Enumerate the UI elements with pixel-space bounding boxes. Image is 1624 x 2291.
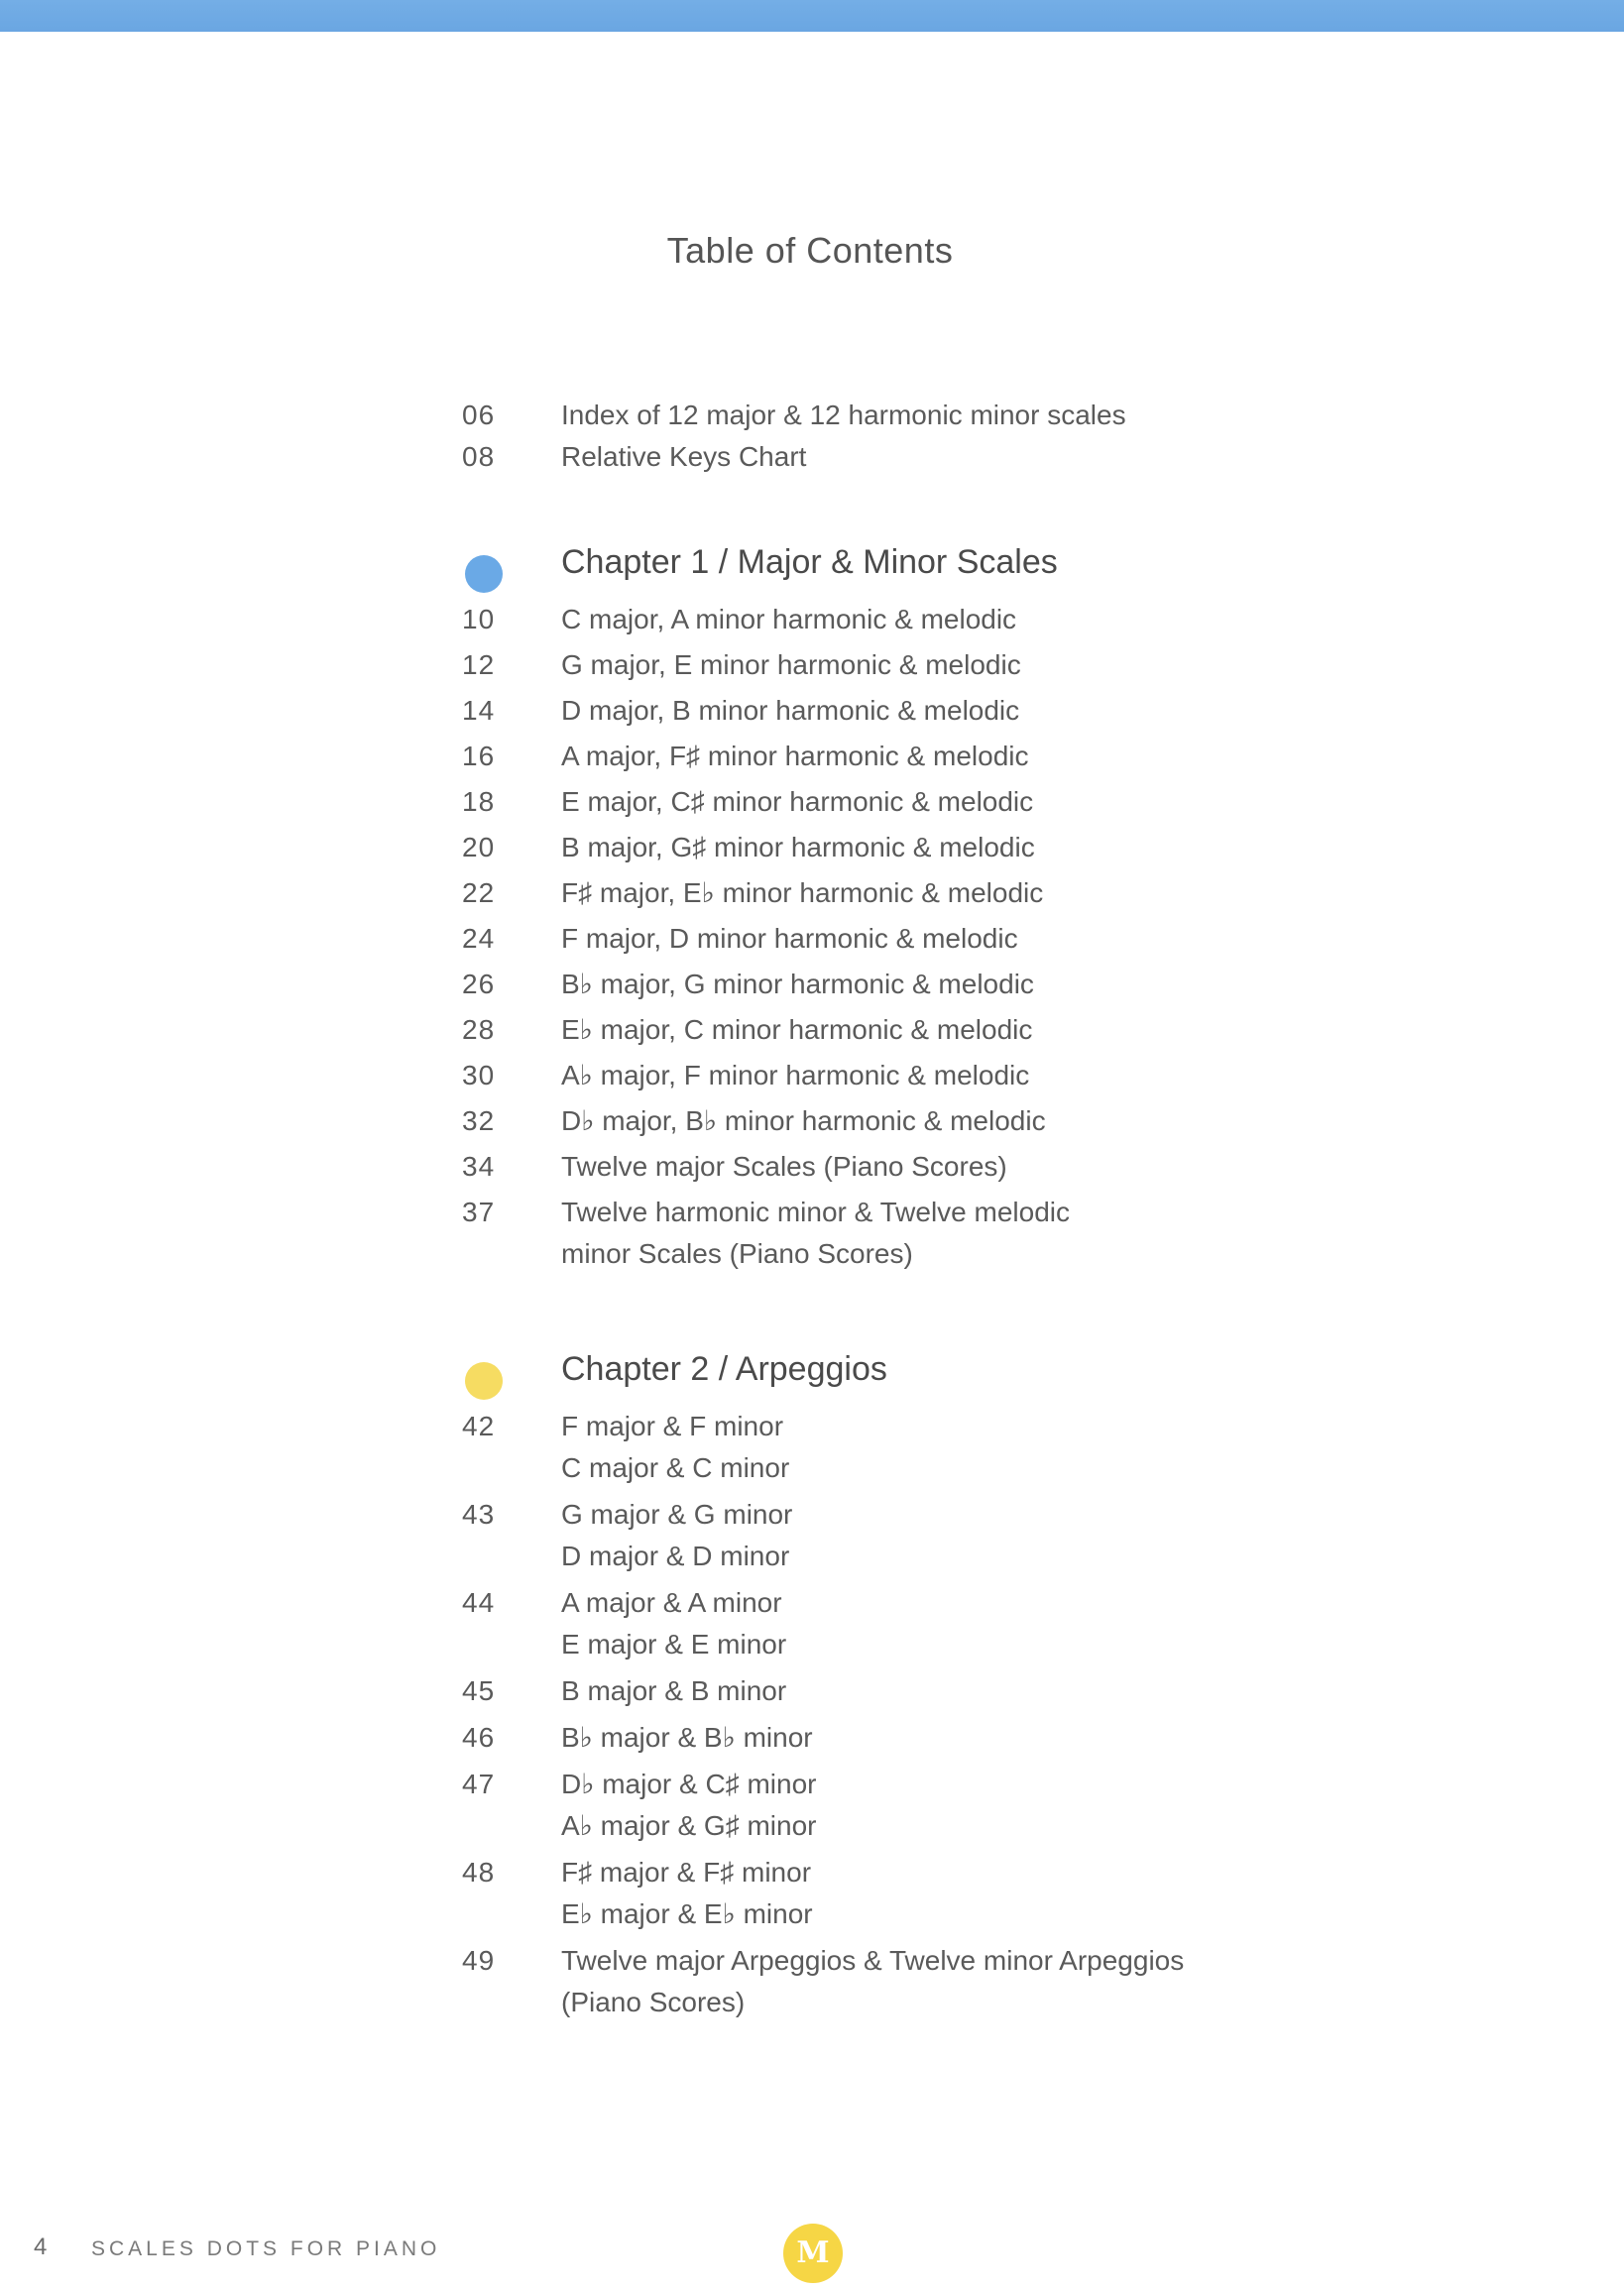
toc-entry-line: Relative Keys Chart (561, 441, 807, 472)
toc-entry-title (561, 872, 1255, 914)
toc-entry-line: A♭ major, F minor harmonic & melodic (561, 1060, 1030, 1090)
toc-entry-page-number: 49 (462, 1945, 496, 1976)
toc-entry-title (561, 1406, 1255, 1489)
chapter-title[interactable]: Chapter 1 / Major & Minor Scales (561, 543, 1058, 581)
toc-entry-line: F♯ major & F♯ minor (561, 1857, 812, 1888)
toc-entry-line: F♯ major, E♭ minor harmonic & melodic (561, 877, 1044, 908)
toc-entry-page-number: 28 (462, 1014, 496, 1045)
toc-entry-page-number: 46 (462, 1722, 496, 1753)
toc-entry-title (561, 1100, 1255, 1142)
toc-entry-line: F major, D minor harmonic & melodic (561, 923, 1018, 954)
toc-entry-title (561, 736, 1255, 777)
toc-entry-title (561, 1717, 1255, 1759)
top-color-band (0, 0, 1624, 32)
toc-entry-title (561, 827, 1255, 868)
toc-entry-page-number: 14 (462, 695, 496, 726)
toc-entry-line: E major & E minor (561, 1629, 787, 1660)
chapter-color-dot (465, 1362, 503, 1400)
toc-entry-page-number: 22 (462, 877, 496, 908)
toc-entry-line: E♭ major, C minor harmonic & melodic (561, 1014, 1033, 1045)
toc-entry-title (561, 436, 1255, 478)
toc-entry-line: C major, A minor harmonic & melodic (561, 604, 1017, 634)
toc-entry-line: A♭ major & G♯ minor (561, 1810, 817, 1841)
publisher-logo: M (783, 2224, 843, 2283)
toc-entry-title (561, 1852, 1255, 1935)
toc-entry-line: E major, C♯ minor harmonic & melodic (561, 786, 1034, 817)
toc-entry-line: F major & F minor (561, 1411, 784, 1441)
toc-entry-title (561, 1582, 1255, 1665)
toc-entry-page-number: 16 (462, 741, 496, 771)
toc-entry-line: D♭ major, B♭ minor harmonic & melodic (561, 1105, 1046, 1136)
toc-entry-title (561, 395, 1255, 436)
toc-entry-title (561, 781, 1255, 823)
toc-entry-page-number: 06 (462, 400, 496, 430)
toc-entry-page-number: 48 (462, 1857, 496, 1888)
toc-entry-line: B major & B minor (561, 1675, 787, 1706)
toc-entry-title (561, 1009, 1255, 1051)
toc-entry-line: Index of 12 major & 12 harmonic minor scales (561, 400, 1126, 430)
toc-entry-title (561, 1940, 1255, 2023)
chapter-color-dot (465, 555, 503, 593)
toc-entry-line: Twelve major Arpeggios & Twelve minor Arpeggios (561, 1945, 1185, 1976)
toc-entry-page-number: 37 (462, 1197, 496, 1227)
toc-entry-page-number: 20 (462, 832, 496, 862)
toc-entry-line: minor Scales (Piano Scores) (561, 1238, 913, 1269)
toc-entry-page-number: 44 (462, 1587, 496, 1618)
toc-entry-line: D major, B minor harmonic & melodic (561, 695, 1020, 726)
toc-entry-line: D♭ major & C♯ minor (561, 1769, 817, 1799)
toc-entry-title (561, 1192, 1255, 1275)
toc-entry-line: E♭ major & E♭ minor (561, 1898, 813, 1929)
toc-entry-line: A major, F♯ minor harmonic & melodic (561, 741, 1029, 771)
toc-entry-line: Twelve major Scales (Piano Scores) (561, 1151, 1007, 1182)
toc-entry-page-number: 43 (462, 1499, 496, 1530)
toc-entry-line: B♭ major, G minor harmonic & melodic (561, 969, 1034, 999)
toc-entry-page-number: 12 (462, 649, 496, 680)
toc-entry-line: Twelve harmonic minor & Twelve melodic (561, 1197, 1071, 1227)
toc-entry-page-number: 32 (462, 1105, 496, 1136)
toc-entry-page-number: 24 (462, 923, 496, 954)
toc-entry-line: C major & C minor (561, 1452, 790, 1483)
toc-entry-title (561, 1494, 1255, 1577)
toc-entry-page-number: 47 (462, 1769, 496, 1799)
toc-entry-title (561, 918, 1255, 960)
toc-entry-line: B♭ major & B♭ minor (561, 1722, 813, 1753)
toc-entry-title (561, 1055, 1255, 1096)
toc-entry-page-number: 30 (462, 1060, 496, 1090)
footer-book-title: SCALES DOTS FOR PIANO (91, 2237, 441, 2260)
toc-entry-title (561, 1146, 1255, 1188)
toc-entry-page-number: 42 (462, 1411, 496, 1441)
toc-entry-line: A major & A minor (561, 1587, 782, 1618)
toc-entry-page-number: 18 (462, 786, 496, 817)
toc-entry-page-number: 45 (462, 1675, 496, 1706)
toc-entry-page-number: 10 (462, 604, 496, 634)
toc-entry-title (561, 1670, 1255, 1712)
toc-entry-page-number: 26 (462, 969, 496, 999)
toc-entry-title (561, 690, 1255, 732)
toc-entry-title (561, 964, 1255, 1005)
toc-entry-line: G major & G minor (561, 1499, 793, 1530)
chapter-title[interactable]: Chapter 2 / Arpeggios (561, 1350, 887, 1388)
toc-entry-page-number: 34 (462, 1151, 496, 1182)
toc-entry-line: (Piano Scores) (561, 1987, 746, 2017)
toc-entry-title (561, 644, 1255, 686)
footer-page-number: 4 (34, 2234, 48, 2260)
toc-entry-line: B major, G♯ minor harmonic & melodic (561, 832, 1035, 862)
toc-entry-line: G major, E minor harmonic & melodic (561, 649, 1021, 680)
toc-entry-page-number: 08 (462, 441, 496, 472)
toc-entry-line: D major & D minor (561, 1541, 790, 1571)
toc-entry-title (561, 599, 1255, 640)
toc-entry-title (561, 1764, 1255, 1847)
page-title: Table of Contents (666, 230, 954, 272)
